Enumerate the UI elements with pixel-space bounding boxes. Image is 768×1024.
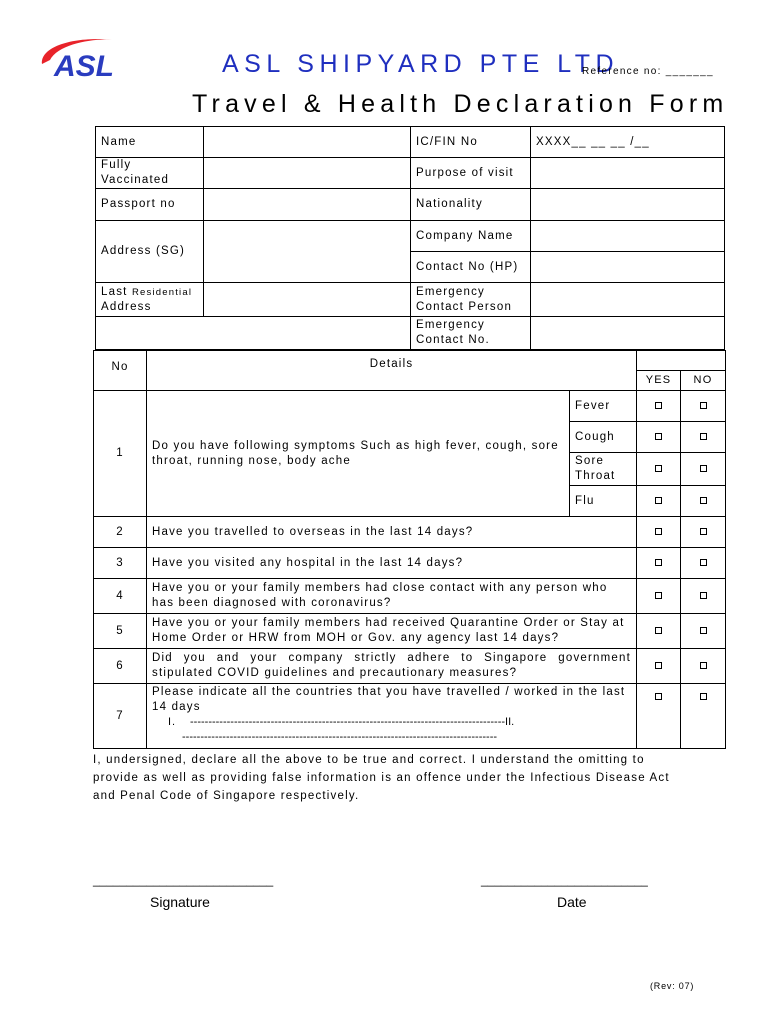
company-name: ASL SHIPYARD PTE LTD <box>222 50 620 78</box>
last-label-address: Address <box>101 301 152 313</box>
q3-yes-checkbox[interactable] <box>637 548 681 579</box>
q4-text: Have you or your family members had close contact with any person who has been diagnosed with coronavirus? <box>147 579 637 614</box>
reference-number: Reference no: _______ <box>582 66 714 77</box>
emergency-person-label-line1: Emergency <box>416 285 485 298</box>
q2-text: Have you travelled to overseas in the last 14 days? <box>147 517 637 548</box>
q2-number: 2 <box>94 517 147 548</box>
q1-text: Do you have following symptoms Such as high fever, cough, sore throat, running nose, body ache <box>147 391 570 517</box>
q7-country-line-2[interactable]: -------------------------------------------------------------------------------------- <box>182 731 498 743</box>
q5-number: 5 <box>94 614 147 649</box>
cough-yes-checkbox[interactable] <box>637 422 681 453</box>
no-col-header: NO <box>681 371 726 391</box>
health-questions-table <box>93 350 726 749</box>
last-address-label <box>96 283 204 317</box>
last-label-small: Residential <box>131 287 193 298</box>
passport-field[interactable] <box>204 189 411 221</box>
q1-number: 1 <box>94 391 147 517</box>
q5-no-checkbox[interactable] <box>681 614 726 649</box>
q4-no-checkbox[interactable] <box>681 579 726 614</box>
emergency-no-field[interactable] <box>531 317 725 350</box>
q6-text: Did you and your company strictly adhere to Singapore government stipulated COVID guidelines and precautionary measures? <box>147 649 637 684</box>
q5-yes-checkbox[interactable] <box>637 614 681 649</box>
yes-header: YES <box>637 371 681 391</box>
q2-yes-checkbox[interactable] <box>637 517 681 548</box>
q7-number: 7 <box>94 684 147 749</box>
emergency-person-label <box>411 283 531 317</box>
q7-line1-text: --------------------------------------------------------------------------------------II. <box>190 716 515 728</box>
emergency-no-label-line2: Contact No. <box>416 334 490 346</box>
last-label-word: Last <box>101 286 128 298</box>
q6-no-checkbox[interactable] <box>681 649 726 684</box>
emergency-no-label-line1: Emergency <box>416 319 485 331</box>
q7-country-line-1[interactable] <box>152 715 631 730</box>
q7-no-checkbox[interactable] <box>681 684 726 749</box>
declaration-text: I, undersigned, declare all the above to be true and correct. I understand the omitting to provide as well as providing false information is an offence under the Infectious Disease Act and Penal Code of Singapore respectively. <box>93 754 670 802</box>
q7-cell <box>147 684 637 749</box>
signature-line[interactable]: ___________________________ <box>93 873 274 887</box>
address-label: Address (SG) <box>96 221 204 283</box>
personal-info-table <box>95 126 725 350</box>
symptom-flu-label: Flu <box>570 486 637 517</box>
purpose-field[interactable] <box>531 158 725 189</box>
flu-yes-checkbox[interactable] <box>637 486 681 517</box>
fever-yes-checkbox[interactable] <box>637 391 681 422</box>
fever-no-checkbox[interactable] <box>681 391 726 422</box>
name-field[interactable] <box>204 127 411 158</box>
q7-roman-i: I. <box>168 716 177 728</box>
nationality-label: Nationality <box>411 189 531 221</box>
company-logo <box>36 34 154 82</box>
nationality-field[interactable] <box>531 189 725 221</box>
q7-yes-checkbox[interactable] <box>637 684 681 749</box>
company-name-label: Company Name <box>411 221 531 252</box>
q5-text: Have you or your family members had received Quarantine Order or Stay at Home Order or HRW from MOH or Gov. any agency last 14 days? <box>147 614 637 649</box>
date-line[interactable]: _________________________ <box>481 873 648 887</box>
date-label: Date <box>557 894 587 910</box>
vaccinated-field[interactable] <box>204 158 411 189</box>
sore-throat-yes-checkbox[interactable] <box>637 453 681 486</box>
icfin-label: IC/FIN No <box>411 127 531 158</box>
no-header: No <box>94 351 147 391</box>
symptom-cough-label: Cough <box>570 422 637 453</box>
emergency-person-field[interactable] <box>531 283 725 317</box>
cough-no-checkbox[interactable] <box>681 422 726 453</box>
q7-text: Please indicate all the countries that you have travelled / worked in the last 14 days <box>152 686 626 713</box>
vaccinated-label: Fully Vaccinated <box>96 158 204 189</box>
name-label: Name <box>96 127 204 158</box>
last-address-field[interactable] <box>204 283 411 317</box>
contact-label: Contact No (HP) <box>411 252 531 283</box>
q6-number: 6 <box>94 649 147 684</box>
contact-field[interactable] <box>531 252 725 283</box>
q2-no-checkbox[interactable] <box>681 517 726 548</box>
symptom-sore-throat-label: Sore Throat <box>570 453 637 486</box>
flu-no-checkbox[interactable] <box>681 486 726 517</box>
emergency-no-label <box>411 317 531 350</box>
company-name-field[interactable] <box>531 221 725 252</box>
details-header: Details <box>147 351 637 391</box>
emergency-person-label-line2: Contact Person <box>416 300 513 313</box>
address-field[interactable] <box>204 221 411 283</box>
last-address-continued-field[interactable] <box>96 317 411 350</box>
passport-label: Passport no <box>96 189 204 221</box>
q4-yes-checkbox[interactable] <box>637 579 681 614</box>
form-title: Travel & Health Declaration Form <box>192 90 729 118</box>
signature-label: Signature <box>150 894 210 910</box>
yes-no-header-spacer <box>637 351 726 371</box>
logo-text: ASL <box>54 50 114 82</box>
q3-no-checkbox[interactable] <box>681 548 726 579</box>
purpose-label: Purpose of visit <box>411 158 531 189</box>
icfin-field[interactable]: XXXX__ __ __ /__ <box>531 127 725 158</box>
sore-throat-no-checkbox[interactable] <box>681 453 726 486</box>
symptom-fever-label: Fever <box>570 391 637 422</box>
q3-text: Have you visited any hospital in the last 14 days? <box>147 548 637 579</box>
q3-number: 3 <box>94 548 147 579</box>
q6-yes-checkbox[interactable] <box>637 649 681 684</box>
revision-label: (Rev: 07) <box>650 981 695 991</box>
q4-number: 4 <box>94 579 147 614</box>
